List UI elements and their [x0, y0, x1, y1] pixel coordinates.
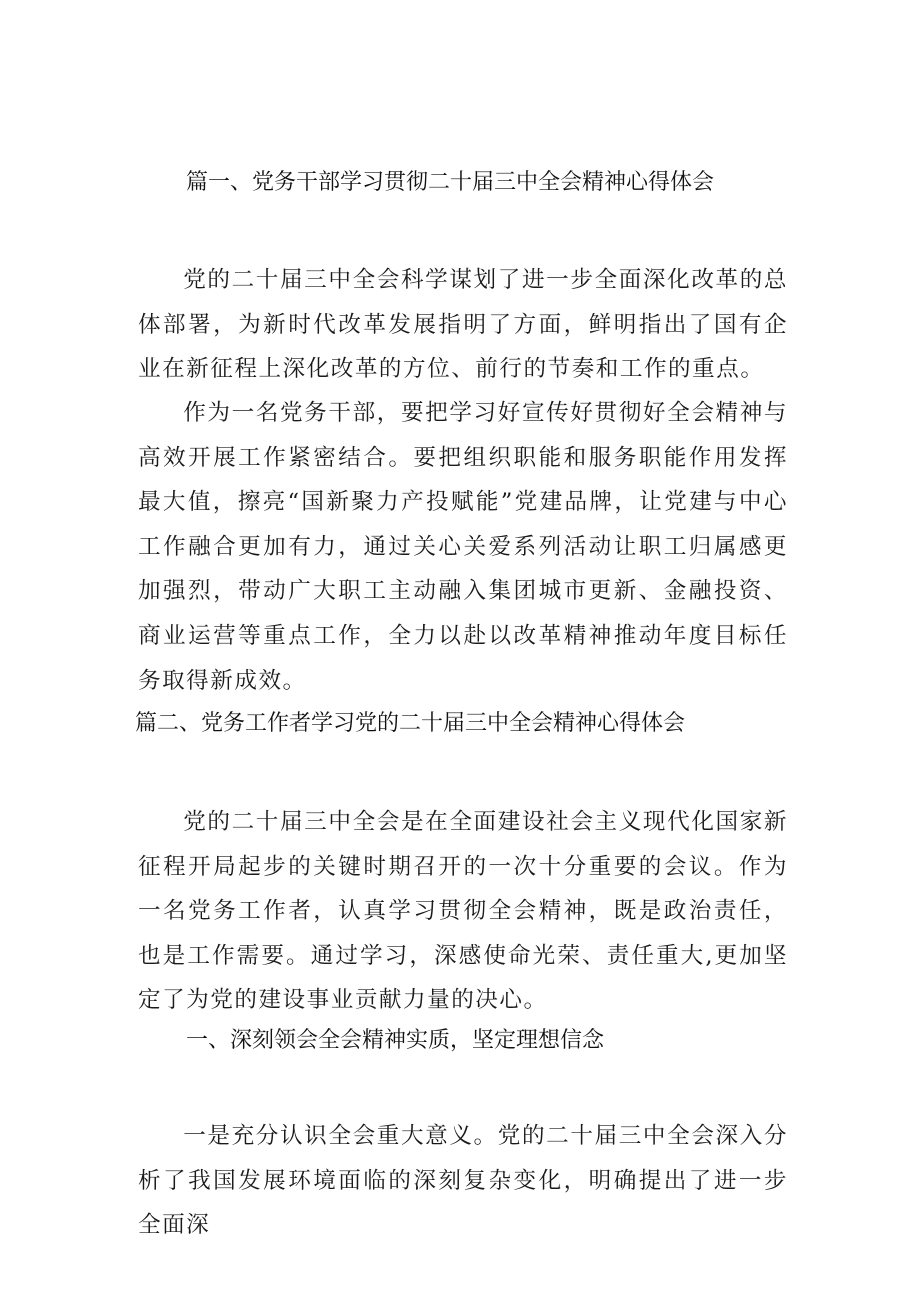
- section1-title: 篇一、党务干部学习贯彻二十届三中全会精神心得体会: [186, 170, 715, 195]
- section2-body-paragraph: 一是充分认识全会重大意义。党的二十届三中全会深入分析了我国发展环境面临的深刻复杂变化，明确提出了进一步全面深: [138, 1123, 788, 1239]
- section2-intro-paragraph: 党的二十届三中全会是在全面建设社会主义现代化国家新征程开局起步的关键时期召开的一次十分重要的会议。作为一名党务工作者，认真学习贯彻全会精神，既是政治责任，也是工作需要。通过学习，深感使命光荣、责任重大,更加坚定了为党的建设事业贡献力量的决心。: [138, 809, 788, 1014]
- section2-title: 篇二、党务工作者学习党的二十届三中全会精神心得体会: [135, 711, 686, 736]
- section1-paragraph-1: 党的二十届三中全会科学谋划了进一步全面深化改革的总体部署，为新时代改革发展指明了方面，鲜明指出了国有企业在新征程上深化改革的方位、前行的节奏和工作的重点。: [138, 267, 788, 383]
- section2-subheading: 一、深刻领会全会精神实质，坚定理想信念: [186, 1028, 605, 1053]
- section1-paragraph-2: 作为一名党务干部，要把学习好宣传好贯彻好全会精神与高效开展工作紧密结合。要把组织职能和服务职能作用发挥最大值，擦亮“国新聚力产投赋能”党建品牌，让党建与中心工作融合更加有力，通过关心关爱系列活动让职工归属感更加强烈，带动广大职工主动融入集团城市更新、金融投资、商业运营等重点工作，全力以赴以改革精神推动年度目标任务取得新成效。: [138, 400, 788, 694]
